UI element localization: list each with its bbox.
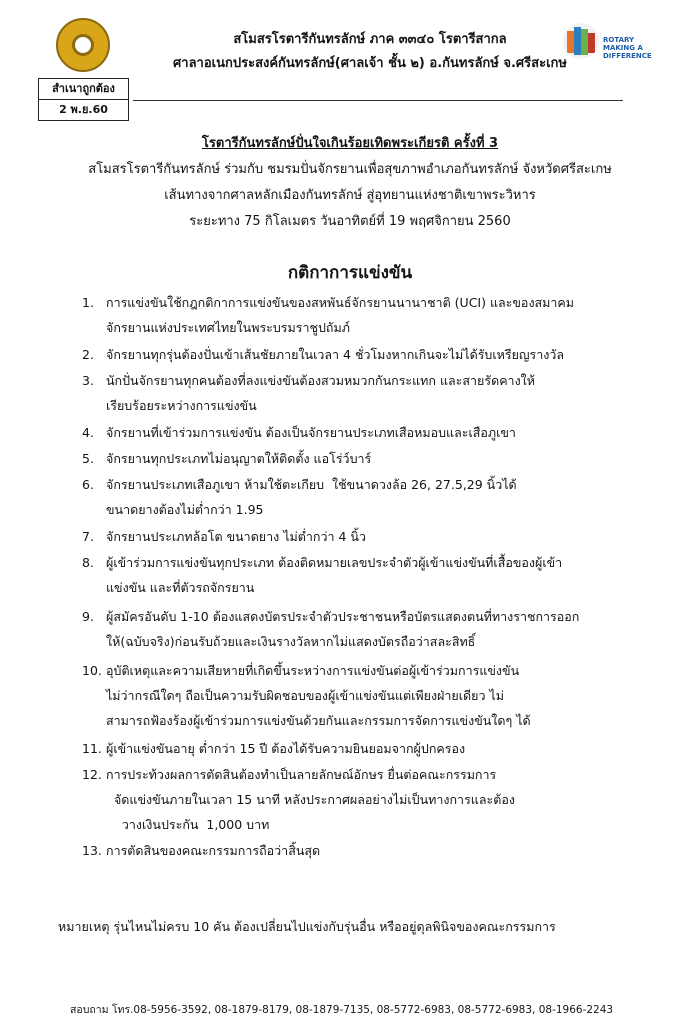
- rule-text: [106, 762, 641, 837]
- stamp-date: 2 พ.ย.60: [59, 103, 108, 116]
- rule-text-line: อุบัติเหตุและความเสียหายที่เกิดขึ้นระหว่างการแข่งขันต่อผู้เข้าร่วมการแข่งขัน: [106, 663, 520, 678]
- rule-text-line: การตัดสินของคณะกรรมการถือว่าสิ้นสุด: [106, 843, 321, 858]
- event-organizers: สโมสรโรตารีกันทรลักษ์ ร่วมกับ ชมรมปั่นจักรยานเพื่อสุขภาพอำเภอกันทรลักษ์ จังหวัดศรีสะเกษ: [88, 162, 612, 177]
- certified-copy-stamp: [38, 78, 129, 121]
- rule-number: 3.: [82, 373, 94, 388]
- rule-number: 6.: [82, 477, 94, 492]
- rule-text-line: ขนาดยางต้องไม่ต่ำกว่า 1.95: [106, 502, 264, 517]
- rule-text-line: จักรยานทุกประเภทไม่อนุญาตให้ติดตั้ง แอโร่ว์บาร์: [106, 451, 372, 466]
- event-route: เส้นทางจากศาลหลักเมืองกันทรลักษ์ สู่อุทยานแห่งชาติเขาพระวิหาร: [164, 188, 536, 203]
- rule-text-line: การแข่งขันใช้กฎกติกาการแข่งขันของสหพันธ์จักรยานนานาชาติ (UCI) และของสมาคม: [106, 295, 575, 310]
- rule-text-line: ไม่ว่ากรณีใดๆ ถือเป็นความรับผิดชอบของผู้เข้าแข่งขันแต่เพียงฝ่ายเดียว ไม่: [106, 688, 504, 703]
- rule-text: [106, 658, 641, 733]
- rule-text: [106, 342, 641, 367]
- rule-item: [82, 762, 642, 837]
- rule-text: [106, 838, 641, 863]
- rule-text: [106, 472, 641, 522]
- rule-text: [106, 420, 641, 445]
- contact-phones: สอบถาม โทร.08-5956-3592, 08-1879-8179, 08-1879-7135, 08-5772-6983, 08-5772-6983, 08-1966-2243: [70, 1004, 614, 1016]
- rule-text-line: ผู้เข้าร่วมการแข่งขันทุกประเภท ต้องติดหมายเลขประจำตัวผู้เข้าแข่งขันที่เสื้อของผู้เข้า: [106, 555, 563, 570]
- rule-text-line: จักรยานประเภทล้อโต ขนาดยาง ไม่ต่ำกว่า 4 นิ้ว: [106, 529, 366, 544]
- rule-text: [106, 550, 641, 600]
- rule-text-line: จัดแข่งขันภายในเวลา 15 นาที หลังประกาศผลอย่างไม่เป็นทางการและต้อง: [106, 792, 515, 807]
- rotary-theme-text: ROTARY MAKING A DIFFERENCE: [603, 36, 652, 60]
- rule-number: 5.: [82, 451, 94, 466]
- stamp-text: สำเนาถูกต้อง: [39, 79, 128, 100]
- rule-number: 10.: [82, 663, 102, 678]
- header-divider: [133, 100, 623, 101]
- rule-item: [82, 290, 642, 340]
- rule-text-line: จักรยานที่เข้าร่วมการแข่งขัน ต้องเป็นจักรยานประเภทเสือหมอบและเสือภูเขา: [106, 425, 516, 440]
- club-address: ศาลาอเนกประสงค์กันทรลักษ์(ศาลเจ้า ชั้น ๒) อ.กันทรลักษ์ จ.ศรีสะเกษ: [173, 56, 567, 71]
- rule-text-line: วางเงินประกัน 1,000 บาท: [106, 817, 270, 832]
- rule-number: 9.: [82, 609, 94, 624]
- rule-item: [82, 604, 642, 654]
- rotary-wheel-logo: [56, 18, 110, 72]
- rule-item: [82, 550, 642, 600]
- rule-text-line: เรียบร้อยระหว่างการแข่งขัน: [106, 398, 257, 413]
- rule-text: [106, 368, 641, 418]
- rule-text: [106, 736, 641, 761]
- rule-number: 4.: [82, 425, 94, 440]
- rule-number: 13.: [82, 843, 102, 858]
- rule-text-line: จักรยานทุกรุ่นต้องปั่นเข้าเส้นชัยภายในเวลา 4 ชั่วโมงหากเกินจะไม่ได้รับเหรียญรางวัล: [106, 347, 565, 362]
- rule-text-line: จักรยานแห่งประเทศไทยในพระบรมราชูปถัมภ์: [106, 320, 350, 335]
- rule-number: 11.: [82, 741, 102, 756]
- event-distance-date: ระยะทาง 75 กิโลเมตร วันอาทิตย์ที่ 19 พฤศจิกายน 2560: [189, 214, 511, 229]
- rule-item: [82, 524, 642, 549]
- rule-number: 8.: [82, 555, 94, 570]
- rule-item: [82, 472, 642, 522]
- rule-text-line: ผู้เข้าแข่งขันอายุ ต่ำกว่า 15 ปี ต้องได้รับความยินยอมจากผู้ปกครอง: [106, 741, 466, 756]
- rule-text-line: ผู้สมัครอันดับ 1-10 ต้องแสดงบัตรประจำตัวประชาชนหรือบัตรแสดงตนที่ทางราชการออก: [106, 609, 580, 624]
- rule-text: [106, 524, 641, 549]
- rule-number: 1.: [82, 295, 94, 310]
- rule-text: [106, 604, 641, 654]
- rule-number: 7.: [82, 529, 94, 544]
- rule-text-line: แข่งขัน และที่ตัวรถจักรยาน: [106, 580, 255, 595]
- rule-item: [82, 658, 642, 733]
- rule-item: [82, 838, 642, 863]
- rule-item: [82, 446, 642, 471]
- rule-text-line: ให้(ฉบับจริง)ก่อนรับถ้วยและเงินรางวัลหากไม่แสดงบัตรถือว่าสละสิทธิ์: [106, 634, 476, 649]
- rule-item: [82, 420, 642, 445]
- footnote: หมายเหตุ รุ่นไหนไม่ครบ 10 คัน ต้องเปลี่ยนไปแข่งกับรุ่นอื่น หรืออยู่ดุลพินิจของคณะกรรมการ: [58, 919, 556, 934]
- rule-item: [82, 368, 642, 418]
- rule-text: [106, 446, 641, 471]
- rule-item: [82, 736, 642, 761]
- rule-number: 2.: [82, 347, 94, 362]
- rule-text-line: การประท้วงผลการตัดสินต้องทำเป็นลายลักษณ์อักษร ยื่นต่อคณะกรรมการ: [106, 767, 497, 782]
- rule-text-line: สามารถฟ้องร้องผู้เข้าร่วมการแข่งขันด้วยกันและกรรมการจัดการแข่งขันใดๆ ได้: [106, 713, 531, 728]
- rule-number: 12.: [82, 767, 102, 782]
- rules-heading: กติกาการแข่งขัน: [287, 263, 413, 283]
- event-title: โรตารีกันทรลักษ์ปั่นใจเกินร้อยเทิดพระเกียรติ ครั้งที่ 3: [201, 136, 499, 151]
- rule-text-line: นักปั่นจักรยานทุกคนต้องที่ลงแข่งขันต้องสวมหมวกกันกระแทก และสายรัดคางให้: [106, 373, 536, 388]
- rule-text: [106, 290, 641, 340]
- rule-item: [82, 342, 642, 367]
- rule-text-line: จักรยานประเภทเสือภูเขา ห้ามใช้ตะเกียบ ใช้ขนาดวงล้อ 26, 27.5,29 นิ้วได้: [106, 477, 517, 492]
- club-name: สโมสรโรตารีกันทรลักษ์ ภาค ๓๓๔๐ โรตารีสากล: [233, 32, 507, 47]
